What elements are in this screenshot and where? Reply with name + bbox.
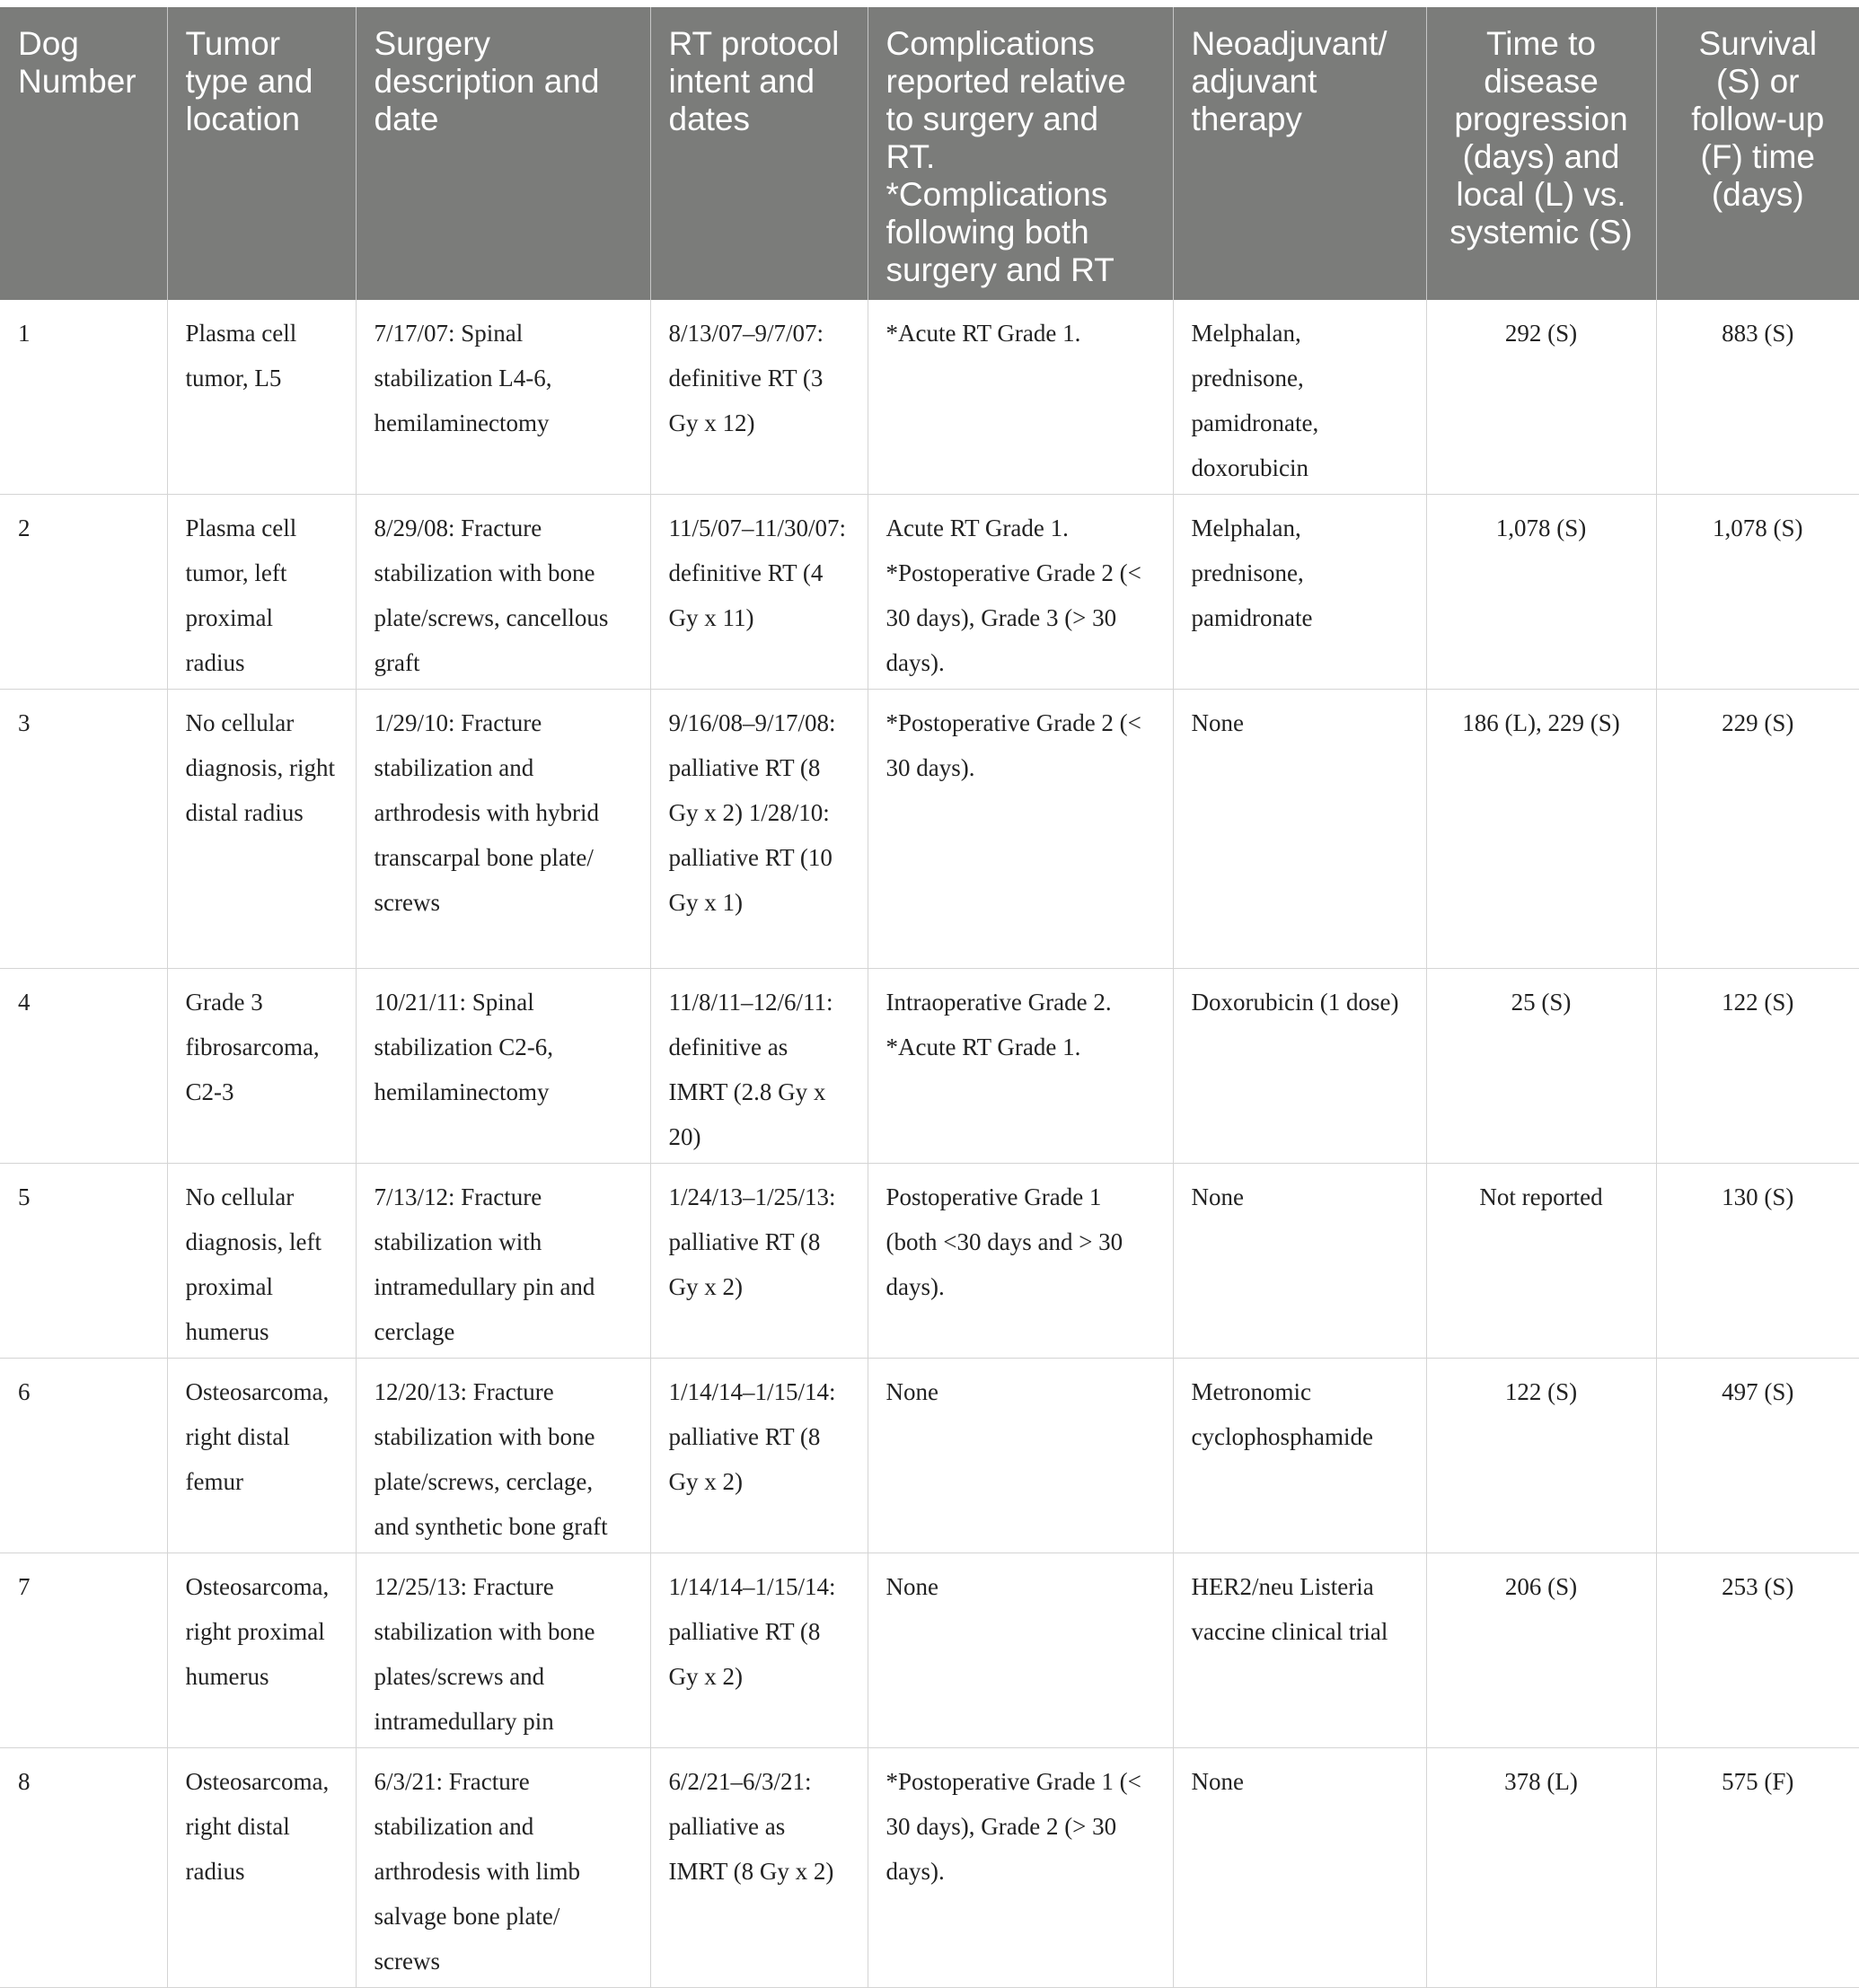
cell-complications: *Postoperative Grade 2 (< 30 days). — [868, 690, 1173, 969]
header-rt-protocol: RT protocol intent and dates — [650, 7, 868, 300]
header-complications: Complications reported relative to surgery and RT. *Complications following both surgery and RT — [868, 7, 1173, 300]
cell-surgery: 1/29/10: Fracture stabilization and arthrodesis with hybrid transcarpal bone plate/ screws — [356, 690, 650, 969]
cell-surgery: 6/3/21: Fracture stabilization and arthrodesis with limb salvage bone plate/ screws — [356, 1748, 650, 1988]
cell-dog-number: 1 — [0, 300, 167, 495]
cell-progression: 25 (S) — [1426, 969, 1656, 1164]
header-dog-number: Dog Number — [0, 7, 167, 300]
cell-progression: 122 (S) — [1426, 1359, 1656, 1553]
cell-survival: 130 (S) — [1656, 1164, 1859, 1359]
cell-progression: 1,078 (S) — [1426, 495, 1656, 690]
table-row — [0, 1359, 1859, 1553]
cell-surgery: 10/21/11: Spinal stabilization C2-6, hemilaminectomy — [356, 969, 650, 1164]
cell-progression: 378 (L) — [1426, 1748, 1656, 1988]
cell-surgery: 8/29/08: Fracture stabilization with bone plate/screws, cancellous graft — [356, 495, 650, 690]
cell-surgery: 12/20/13: Fracture stabilization with bone plate/screws, cerclage, and synthetic bone graft — [356, 1359, 650, 1553]
cell-rt: 9/16/08–9/17/08: palliative RT (8 Gy x 2) 1/28/10: palliative RT (10 Gy x 1) — [650, 690, 868, 969]
cell-survival: 229 (S) — [1656, 690, 1859, 969]
cell-tumor: Grade 3 fibrosarcoma, C2-3 — [167, 969, 356, 1164]
header-therapy: Neoadjuvant/ adjuvant therapy — [1173, 7, 1426, 300]
cell-therapy: Metronomic cyclophosphamide — [1173, 1359, 1426, 1553]
cell-progression: 292 (S) — [1426, 300, 1656, 495]
cell-tumor: Osteosarcoma, right proximal humerus — [167, 1553, 356, 1748]
cell-therapy: None — [1173, 1748, 1426, 1988]
cell-therapy: HER2/neu Listeria vaccine clinical trial — [1173, 1553, 1426, 1748]
cell-dog-number: 3 — [0, 690, 167, 969]
header-progression: Time to disease progression (days) and local (L) vs. systemic (S) — [1426, 7, 1656, 300]
cell-tumor: No cellular diagnosis, right distal radius — [167, 690, 356, 969]
table-header — [0, 7, 1859, 300]
cell-survival: 497 (S) — [1656, 1359, 1859, 1553]
cell-dog-number: 7 — [0, 1553, 167, 1748]
cell-rt: 11/8/11–12/6/11: definitive as IMRT (2.8 Gy x 20) — [650, 969, 868, 1164]
cell-dog-number: 2 — [0, 495, 167, 690]
cell-rt: 1/14/14–1/15/14: palliative RT (8 Gy x 2) — [650, 1553, 868, 1748]
cell-complications: Acute RT Grade 1. *Postoperative Grade 2 (< 30 days), Grade 3 (> 30 days). — [868, 495, 1173, 690]
cell-rt: 8/13/07–9/7/07: definitive RT (3 Gy x 12) — [650, 300, 868, 495]
cell-tumor: Plasma cell tumor, L5 — [167, 300, 356, 495]
cell-surgery: 12/25/13: Fracture stabilization with bone plates/screws and intramedullary pin — [356, 1553, 650, 1748]
cell-survival: 253 (S) — [1656, 1553, 1859, 1748]
cell-dog-number: 8 — [0, 1748, 167, 1988]
cell-complications: None — [868, 1359, 1173, 1553]
cell-therapy: None — [1173, 1164, 1426, 1359]
table-row — [0, 495, 1859, 690]
cell-tumor: No cellular diagnosis, left proximal humerus — [167, 1164, 356, 1359]
table-row — [0, 1748, 1859, 1988]
table-row — [0, 1164, 1859, 1359]
header-tumor-type: Tumor type and location — [167, 7, 356, 300]
cell-therapy: Melphalan, prednisone, pamidronate, doxorubicin — [1173, 300, 1426, 495]
cell-survival: 883 (S) — [1656, 300, 1859, 495]
cell-therapy: None — [1173, 690, 1426, 969]
cell-dog-number: 4 — [0, 969, 167, 1164]
results-table — [0, 7, 1859, 1988]
cell-tumor: Osteosarcoma, right distal femur — [167, 1359, 356, 1553]
table-row — [0, 690, 1859, 969]
cell-therapy: Doxorubicin (1 dose) — [1173, 969, 1426, 1164]
cell-rt: 11/5/07–11/30/07: definitive RT (4 Gy x 11) — [650, 495, 868, 690]
cell-therapy: Melphalan, prednisone, pamidronate — [1173, 495, 1426, 690]
cell-complications: Postoperative Grade 1 (both <30 days and > 30 days). — [868, 1164, 1173, 1359]
table-body — [0, 300, 1859, 1988]
cell-rt: 1/14/14–1/15/14: palliative RT (8 Gy x 2) — [650, 1359, 868, 1553]
cell-dog-number: 5 — [0, 1164, 167, 1359]
header-surgery: Surgery description and date — [356, 7, 650, 300]
cell-rt: 1/24/13–1/25/13: palliative RT (8 Gy x 2) — [650, 1164, 868, 1359]
cell-surgery: 7/13/12: Fracture stabilization with intramedullary pin and cerclage — [356, 1164, 650, 1359]
cell-survival: 122 (S) — [1656, 969, 1859, 1164]
cell-tumor: Osteosarcoma, right distal radius — [167, 1748, 356, 1988]
cell-progression: 206 (S) — [1426, 1553, 1656, 1748]
table-row — [0, 1553, 1859, 1748]
cell-survival: 575 (F) — [1656, 1748, 1859, 1988]
cell-survival: 1,078 (S) — [1656, 495, 1859, 690]
cell-complications: None — [868, 1553, 1173, 1748]
header-survival: Survival (S) or follow-up (F) time (days) — [1656, 7, 1859, 300]
table-row — [0, 300, 1859, 495]
results-table-container — [0, 7, 1859, 1988]
cell-surgery: 7/17/07: Spinal stabilization L4-6, hemilaminectomy — [356, 300, 650, 495]
cell-complications: *Acute RT Grade 1. — [868, 300, 1173, 495]
cell-progression: Not reported — [1426, 1164, 1656, 1359]
header-row — [0, 7, 1859, 300]
cell-rt: 6/2/21–6/3/21: palliative as IMRT (8 Gy x 2) — [650, 1748, 868, 1988]
cell-complications: *Postoperative Grade 1 (< 30 days), Grade 2 (> 30 days). — [868, 1748, 1173, 1988]
cell-dog-number: 6 — [0, 1359, 167, 1553]
table-row — [0, 969, 1859, 1164]
cell-complications: Intraoperative Grade 2. *Acute RT Grade 1. — [868, 969, 1173, 1164]
cell-tumor: Plasma cell tumor, left proximal radius — [167, 495, 356, 690]
cell-progression: 186 (L), 229 (S) — [1426, 690, 1656, 969]
